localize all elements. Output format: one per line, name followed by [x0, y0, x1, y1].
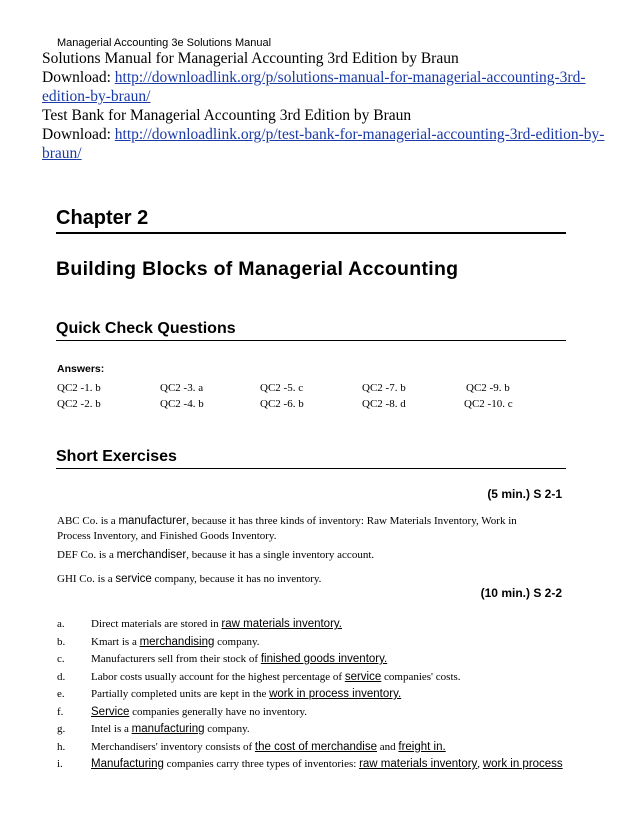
text-run: DEF Co. is a	[57, 549, 117, 561]
list-item	[57, 706, 577, 724]
download-label: Download:	[42, 69, 115, 86]
text-run: company, because it has no inventory.	[151, 573, 322, 585]
list-item	[57, 741, 577, 759]
exercise-timing-s2-2: (10 min.) S 2-2	[480, 586, 562, 600]
answer-term: merchandising	[139, 635, 215, 648]
text-run: companies' costs.	[381, 670, 461, 683]
text-run: Partially completed units are kept in the	[91, 688, 270, 700]
item-text	[91, 653, 387, 665]
chapter-label: Chapter 2	[56, 207, 566, 234]
answer-row	[57, 396, 557, 412]
text-run: Direct materials are stored in	[91, 618, 222, 630]
item-text	[91, 758, 563, 770]
answer-cell: QC2 -4. b	[160, 398, 204, 410]
item-text	[91, 671, 461, 683]
item-letter: c.	[57, 653, 65, 665]
answer-term: manufacturing	[131, 723, 205, 735]
text-run: company.	[214, 635, 260, 648]
running-title: Managerial Accounting 3e Solutions Manual	[57, 37, 272, 49]
text-run: companies carry three types of inventories:	[163, 758, 360, 770]
answer-cell: QC2 -2. b	[57, 398, 101, 410]
list-item	[57, 671, 577, 689]
text-run: GHI Co. is a	[57, 573, 116, 585]
download-info	[42, 49, 612, 163]
test-bank-line: Test Bank for Managerial Accounting 3rd Edition by Braun	[42, 107, 412, 124]
download-label: Download:	[42, 126, 115, 143]
download-line-1	[42, 68, 612, 106]
item-text	[91, 706, 307, 718]
answer-cell: QC2 -9. b	[466, 382, 510, 394]
solutions-manual-link[interactable]: http://downloadlink.org/p/solutions-manual-for-managerial-accounting-3rd-edition-by-braun/	[42, 69, 586, 105]
list-item	[57, 723, 577, 741]
list-item	[57, 758, 577, 776]
answer-paragraph-def	[57, 548, 527, 563]
answer-term: Service	[91, 705, 130, 718]
text-run: Manufacturers sell from their stock of	[91, 653, 261, 665]
answer-paragraph-abc	[57, 514, 527, 544]
item-text	[91, 741, 446, 753]
text-run: ABC Co. is a	[57, 515, 119, 527]
fill-in-list	[57, 618, 577, 776]
list-item	[57, 688, 577, 706]
quick-check-heading: Quick Check Questions	[56, 320, 566, 341]
text-run: , because it has three kinds of inventory: Raw Materials Inventory, Work in Process Inventory, and Finished Goods Inventory.	[57, 515, 517, 542]
item-text	[91, 688, 401, 700]
list-item	[57, 618, 577, 636]
text-run: and	[377, 740, 399, 753]
answer-term: service	[115, 573, 152, 585]
item-letter: a.	[57, 618, 65, 630]
item-letter: f.	[57, 705, 64, 718]
item-letter: i.	[57, 758, 63, 770]
answer-cell: QC2 -8. d	[362, 398, 406, 410]
text-run: Merchandisers' inventory consists of	[91, 740, 255, 753]
answer-cell: QC2 -6. b	[260, 398, 304, 410]
answer-term: service	[344, 670, 382, 683]
item-letter: d.	[57, 670, 66, 683]
text-run: , because it has a single inventory account.	[186, 549, 375, 561]
text-run: Intel is a	[91, 723, 132, 735]
solutions-manual-line: Solutions Manual for Managerial Accounting 3rd Edition by Braun	[42, 50, 459, 67]
item-text	[91, 723, 250, 735]
answer-cell: QC2 -3. a	[160, 382, 204, 394]
answers-label: Answers:	[57, 363, 105, 375]
text-run: companies generally have no inventory.	[129, 705, 308, 718]
text-run: Labor costs usually account for the highest percentage of	[91, 670, 345, 683]
answer-term: work in process	[482, 758, 563, 770]
item-text	[91, 636, 259, 648]
chapter-title: Building Blocks of Managerial Accounting	[56, 258, 459, 280]
item-letter: b.	[57, 635, 66, 648]
item-letter: g.	[57, 723, 66, 735]
answer-term: manufacturer	[118, 515, 187, 527]
short-exercises-heading: Short Exercises	[56, 448, 566, 469]
answer-term: merchandiser	[116, 549, 187, 561]
answer-cell: QC2 -10. c	[464, 398, 513, 410]
answer-term: raw materials inventory	[359, 758, 478, 770]
quick-check-answers	[57, 380, 557, 412]
item-text	[91, 618, 342, 630]
item-letter: e.	[57, 688, 65, 700]
answer-term: finished goods inventory.	[260, 653, 388, 665]
answer-cell: QC2 -7. b	[362, 382, 406, 394]
text-run: Kmart is a	[91, 635, 140, 648]
item-letter: h.	[57, 740, 66, 753]
list-item	[57, 653, 577, 671]
exercise-timing-s2-1: (5 min.) S 2-1	[487, 487, 562, 501]
test-bank-link[interactable]: http://downloadlink.org/p/test-bank-for-managerial-accounting-3rd-edition-by-braun/	[42, 126, 605, 162]
download-line-2	[42, 125, 612, 163]
answer-paragraph-ghi	[57, 572, 527, 587]
list-item	[57, 636, 577, 654]
answer-term: Manufacturing	[91, 758, 164, 770]
answer-cell: QC2 -5. c	[260, 382, 304, 394]
answer-row	[57, 380, 557, 396]
text-run: company.	[204, 723, 250, 735]
answer-term: the cost of merchandise	[254, 740, 377, 753]
answer-term: work in process inventory.	[269, 688, 402, 700]
answer-cell: QC2 -1. b	[57, 382, 101, 394]
answer-term: freight in.	[398, 740, 446, 753]
answer-term: raw materials inventory.	[221, 618, 342, 630]
text-run: ,	[477, 758, 483, 770]
